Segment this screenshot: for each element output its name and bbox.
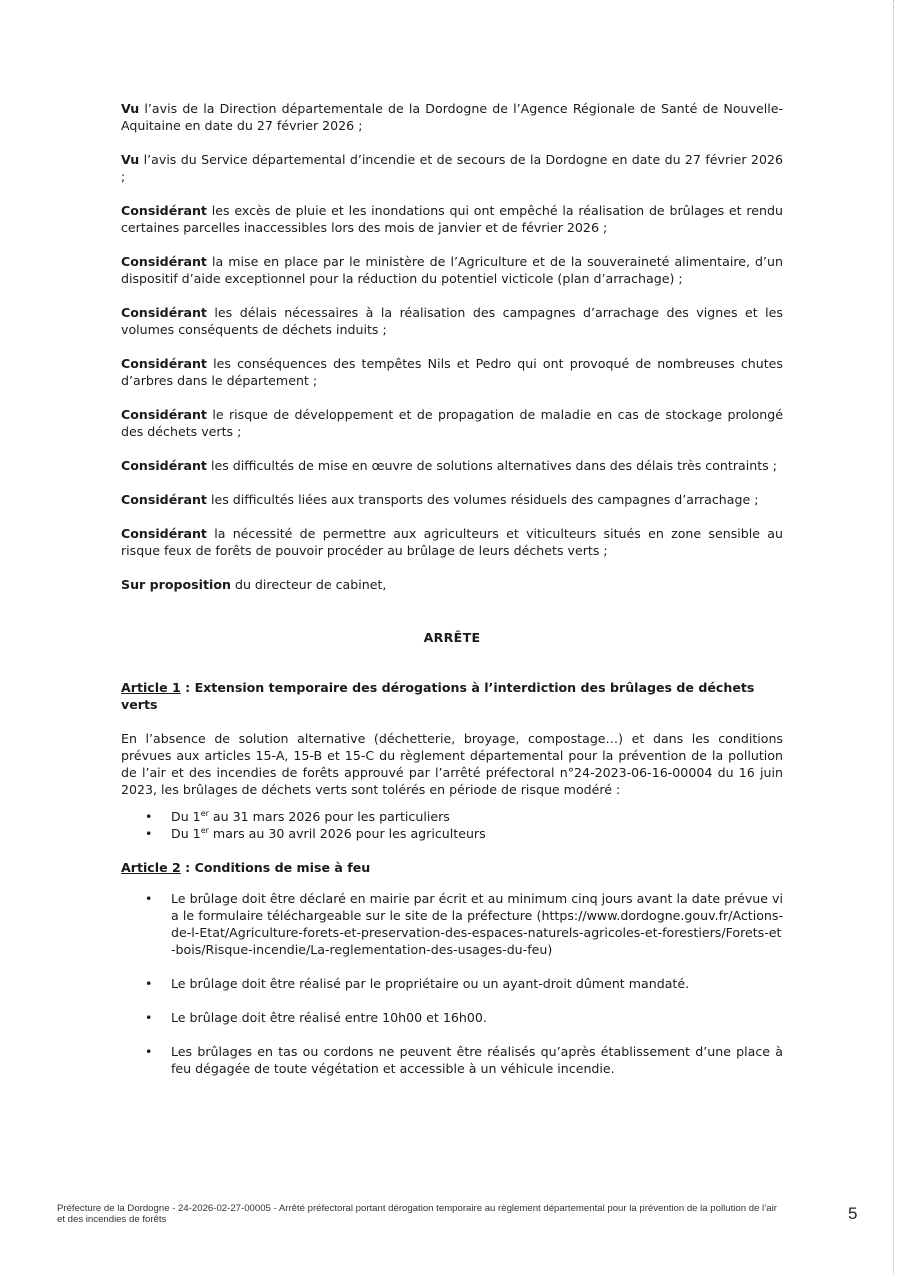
scan-edge — [893, 0, 894, 1274]
article-1-heading — [121, 679, 783, 713]
list-item — [121, 975, 783, 992]
list-item — [121, 808, 783, 825]
list-item-text: Le brûlage doit être réalisé entre 10h00 et 16h00. — [171, 1010, 487, 1025]
list-item-text: Le brûlage doit être déclaré en mairie par écrit et au minimum cinq jours avant la date prévue via le formulaire téléchargeable sur le site de la préfecture (https://www.dordogne.gouv.fr/Actions-de-l-Etat/Agriculture-forets-et-preservation-des-espaces-naturels-agricoles-et-forestiers/Forets-et-bois/Risque-incendie/La-reglementation-des-usages-du-feu) — [171, 891, 783, 957]
page-number: 5 — [848, 1204, 858, 1223]
consideration-text: la nécessité de permettre aux agriculteurs et viticulteurs situés en zone sensible au risque feux de forêts de pouvoir procéder au brûlage de leurs déchets verts ; — [121, 526, 783, 558]
list-item — [121, 825, 783, 842]
consideration-text: les difficultés de mise en œuvre de solutions alternatives dans des délais très contraints ; — [206, 458, 777, 473]
considerations-list — [121, 100, 783, 593]
list-item-text-end: mars au 30 avril 2026 pour les agriculteurs — [208, 826, 486, 841]
list-item-text: Le brûlage doit être réalisé par le propriétaire ou un ayant-droit dûment mandaté. — [171, 976, 690, 991]
consideration-text: l’avis du Service départemental d’incendie et de secours de la Dordogne en date du 27 février 2026 ; — [121, 152, 783, 184]
list-item-text-start: Du 1 — [171, 809, 201, 824]
list-item-text-start: Du 1 — [171, 826, 201, 841]
consideration-paragraph — [121, 576, 783, 593]
consideration-text: le risque de développement et de propagation de maladie en cas de stockage prolongé des déchets verts ; — [121, 407, 783, 439]
bullet-icon: • — [145, 826, 153, 841]
consideration-paragraph — [121, 406, 783, 440]
consideration-text: les excès de pluie et les inondations qui ont empêché la réalisation de brûlages et rendu certaines parcelles inaccessibles lors des mois de janvier et de février 2026 ; — [121, 203, 783, 235]
consideration-paragraph — [121, 100, 783, 134]
consideration-lead: Considérant — [121, 254, 207, 269]
bullet-icon: • — [145, 976, 153, 991]
list-item — [121, 1009, 783, 1026]
consideration-paragraph — [121, 355, 783, 389]
consideration-text: du directeur de cabinet, — [230, 577, 387, 592]
consideration-lead: Considérant — [121, 407, 207, 422]
article-2 — [121, 859, 783, 1077]
consideration-lead: Vu — [121, 152, 140, 167]
consideration-text: l’avis de la Direction départementale de la Dordogne de l’Agence Régionale de Santé de Nouvelle-Aquitaine en date du 27 février 2026 ; — [121, 101, 783, 133]
list-item-superscript: er — [200, 825, 209, 835]
bullet-icon: • — [145, 1044, 153, 1059]
consideration-lead: Considérant — [121, 526, 207, 541]
consideration-paragraph — [121, 304, 783, 338]
list-item-text: Les brûlages en tas ou cordons ne peuvent être réalisés qu’après établissement d’une place à feu dégagée de toute végétation et accessible à un véhicule incendie. — [171, 1044, 783, 1076]
consideration-paragraph — [121, 151, 783, 185]
article-2-heading-text: : Conditions de mise à feu — [180, 860, 371, 875]
page-footer: Préfecture de la Dordogne - 24-2026-02-27-00005 - Arrêté préfectoral portant dérogation temporaire au règlement départemental pour la prévention de la pollution de l’air et des incendies de forêts — [57, 1203, 777, 1225]
bullet-icon: • — [145, 891, 153, 906]
consideration-lead: Considérant — [121, 305, 207, 320]
article-1-bullets — [121, 808, 783, 842]
consideration-lead: Considérant — [121, 492, 207, 507]
list-item — [121, 1043, 783, 1077]
consideration-lead: Considérant — [121, 356, 207, 371]
article-2-label: Article 2 — [121, 860, 181, 875]
article-1-label: Article 1 — [121, 680, 181, 695]
bullet-icon: • — [145, 1010, 153, 1025]
consideration-lead: Sur proposition — [121, 577, 231, 592]
article-2-bullets — [121, 890, 783, 1077]
consideration-paragraph — [121, 525, 783, 559]
document-body — [121, 100, 783, 1094]
list-item-text-end: au 31 mars 2026 pour les particuliers — [208, 809, 450, 824]
article-1 — [121, 679, 783, 842]
consideration-text: les délais nécessaires à la réalisation des campagnes d’arrachage des vignes et les volumes conséquents de déchets induits ; — [121, 305, 783, 337]
consideration-text: les difficultés liées aux transports des volumes résiduels des campagnes d’arrachage ; — [206, 492, 759, 507]
consideration-lead: Considérant — [121, 458, 207, 473]
consideration-text: les conséquences des tempêtes Nils et Pedro qui ont provoqué de nombreuses chutes d’arbres dans le département ; — [121, 356, 783, 388]
consideration-lead: Vu — [121, 101, 140, 116]
list-item-superscript: er — [200, 808, 209, 818]
consideration-text: la mise en place par le ministère de l’Agriculture et de la souveraineté alimentaire, d’un dispositif d’aide exceptionnel pour la réduction du potentiel victicole (plan d’arrachage) ; — [121, 254, 783, 286]
consideration-paragraph — [121, 253, 783, 287]
article-2-heading — [121, 859, 783, 876]
list-item — [121, 890, 783, 958]
consideration-paragraph — [121, 457, 783, 474]
decree-title: ARRÊTE — [423, 630, 481, 645]
consideration-paragraph — [121, 491, 783, 508]
article-1-heading-text: : Extension temporaire des dérogations à l’interdiction des brûlages de déchets verts — [121, 680, 755, 712]
consideration-lead: Considérant — [121, 203, 207, 218]
bullet-icon: • — [145, 809, 153, 824]
consideration-paragraph — [121, 202, 783, 236]
article-1-body: En l’absence de solution alternative (déchetterie, broyage, compostage…) et dans les conditions prévues aux articles 15-A, 15-B et 15-C du règlement départemental pour la prévention de la pollution de l’air et des incendies de forêts approuvé par l’arrêté préfectoral n°24-2023-06-16-00004 du 16 juin 2023, les brûlages de déchets verts sont tolérés en période de risque modéré : — [121, 731, 783, 797]
